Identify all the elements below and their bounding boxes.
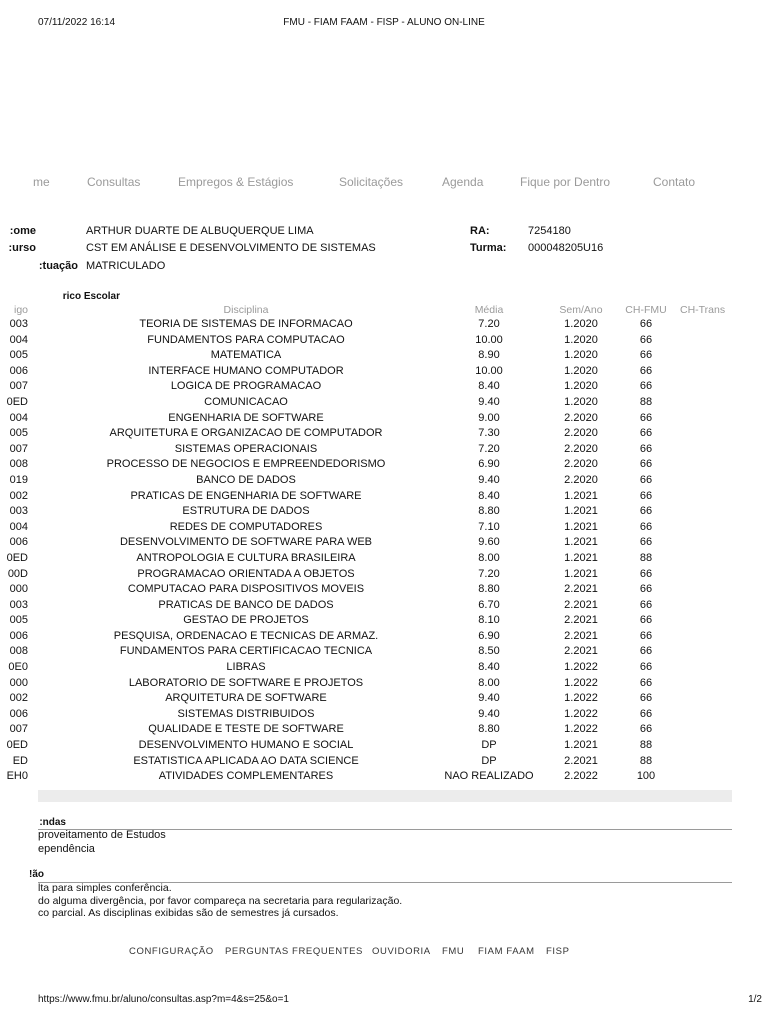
attention-line-1: lta para simples conferência.	[38, 882, 172, 894]
cell-semester: 1.2022	[564, 723, 598, 736]
table-row	[0, 489, 734, 505]
legend-item-aproveitamento: proveitamento de Estudos	[38, 829, 166, 841]
cell-semester: 2.2021	[564, 583, 598, 596]
cell-discipline: PRATICAS DE ENGENHARIA DE SOFTWARE	[130, 489, 362, 502]
cell-code: 003	[9, 598, 28, 611]
cell-code: 000	[9, 676, 28, 689]
cell-code: 002	[9, 489, 28, 502]
cell-code: 0ED	[6, 551, 28, 564]
cell-code: 000	[9, 583, 28, 596]
cell-ch-fmu: 66	[639, 318, 653, 330]
nav-item-contato[interactable]: Contato	[653, 175, 696, 189]
footer-link-configuracao[interactable]: CONFIGURAÇÃO	[129, 946, 214, 957]
print-page-title: FMU - FIAM FAAM - FISP - ALUNO ON-LINE	[283, 17, 485, 28]
cell-ch-fmu: 66	[639, 629, 653, 642]
table-row	[0, 348, 734, 364]
cell-code: 005	[9, 349, 28, 362]
cell-ch-fmu: 66	[639, 614, 653, 627]
cell-semester: 2.2020	[564, 411, 598, 424]
cell-code: 003	[9, 505, 28, 518]
footer-link-fiam-faam[interactable]: FIAM FAAM	[478, 946, 535, 957]
cell-semester: 1.2020	[564, 333, 598, 346]
cell-ch-fmu: 88	[639, 551, 653, 564]
cell-ch-fmu: 66	[639, 583, 653, 596]
cell-discipline: DESENVOLVIMENTO HUMANO E SOCIAL	[138, 739, 354, 752]
attention-line-3: co parcial. As disciplinas exibidas são de semestres já cursados.	[38, 907, 339, 919]
cell-media: 8.00	[478, 551, 500, 564]
nav-item-agenda[interactable]: Agenda	[442, 175, 484, 189]
cell-media: 8.40	[478, 489, 500, 502]
student-info-course-row	[0, 242, 768, 256]
cell-media: 8.90	[478, 349, 500, 362]
col-header-media: Média	[474, 304, 504, 316]
cell-code: 005	[9, 427, 28, 440]
cell-media: DP	[481, 739, 497, 752]
table-row	[0, 551, 734, 567]
cell-code: 007	[9, 380, 28, 393]
cell-discipline: PRATICAS DE BANCO DE DADOS	[158, 598, 334, 611]
table-row	[0, 582, 734, 598]
cell-semester: 1.2020	[564, 318, 598, 330]
cell-discipline: ARQUITETURA DE SOFTWARE	[165, 692, 327, 705]
cell-code: 006	[9, 364, 28, 377]
cell-media: 9.00	[478, 411, 500, 424]
cell-semester: 2.2022	[564, 770, 598, 783]
cell-ch-fmu: 66	[639, 458, 653, 471]
cell-media: 8.50	[478, 645, 500, 658]
cell-semester: 2.2020	[564, 442, 598, 455]
cell-semester: 1.2020	[564, 364, 598, 377]
cell-semester: 2.2021	[564, 598, 598, 611]
cell-semester: 2.2021	[564, 614, 598, 627]
print-header	[0, 17, 768, 31]
cell-media: 9.60	[478, 536, 500, 549]
cell-media: 6.90	[478, 458, 500, 471]
cell-code: 006	[9, 707, 28, 720]
cell-code: 0E0	[8, 661, 28, 674]
cell-code: 004	[9, 333, 28, 346]
cell-discipline: PROGRAMACAO ORIENTADA A OBJETOS	[137, 567, 355, 580]
cell-ch-fmu: 66	[639, 598, 653, 611]
cell-discipline: LABORATORIO DE SOFTWARE E PROJETOS	[128, 676, 364, 689]
print-page-number: 1/2	[748, 994, 762, 1005]
cell-ch-fmu: 66	[639, 473, 653, 486]
cell-ch-fmu: 88	[639, 395, 653, 408]
col-header-semester: Sem/Ano	[559, 304, 603, 316]
cell-discipline: QUALIDADE E TESTE DE SOFTWARE	[148, 723, 344, 736]
footer-link-fisp[interactable]: FISP	[546, 946, 570, 957]
cell-semester: 1.2022	[564, 692, 598, 705]
cell-discipline: SISTEMAS DISTRIBUIDOS	[177, 707, 315, 720]
cell-media: 8.40	[478, 380, 500, 393]
table-row	[0, 738, 734, 754]
col-header-code: igo	[13, 304, 28, 316]
table-row	[0, 613, 734, 629]
footer-links	[0, 946, 768, 960]
cell-code: 019	[9, 473, 28, 486]
table-row	[0, 473, 734, 489]
cell-media: 10.00	[475, 364, 503, 377]
cell-ch-fmu: 66	[639, 676, 653, 689]
cell-semester: 2.2021	[564, 629, 598, 642]
student-name-label: ome:	[9, 225, 36, 237]
cell-code: 003	[9, 318, 28, 330]
cell-media: 9.40	[478, 707, 500, 720]
cell-discipline: FUNDAMENTOS PARA COMPUTACAO	[147, 333, 345, 346]
table-row	[0, 691, 734, 707]
table-row	[0, 426, 734, 442]
cell-ch-fmu: 66	[639, 411, 653, 424]
table-row	[0, 333, 734, 349]
cell-semester: 2.2020	[564, 427, 598, 440]
cell-media: 9.40	[478, 473, 500, 486]
table-row	[0, 520, 734, 536]
cell-semester: 2.2021	[564, 754, 598, 767]
cell-code: 004	[9, 411, 28, 424]
cell-ch-fmu: 88	[639, 739, 653, 752]
cell-semester: 1.2021	[564, 567, 598, 580]
cell-media: 7.20	[478, 567, 500, 580]
legend-title: ndas:	[39, 817, 66, 828]
cell-ch-fmu: 66	[639, 349, 653, 362]
cell-discipline: ENGENHARIA DE SOFTWARE	[168, 411, 324, 424]
legend-item-dependencia: ependência	[38, 843, 95, 855]
cell-media: 8.10	[478, 614, 500, 627]
table-row	[0, 660, 734, 676]
cell-semester: 2.2021	[564, 645, 598, 658]
table-row	[0, 629, 734, 645]
cell-discipline: PROCESSO DE NEGOCIOS E EMPREENDEDORISMO	[106, 458, 386, 471]
cell-media: 6.90	[478, 629, 500, 642]
nav-item-consultas[interactable]: Consultas	[87, 175, 141, 189]
cell-ch-fmu: 66	[639, 333, 653, 346]
cell-ch-fmu: 66	[639, 567, 653, 580]
cell-ch-fmu: 88	[639, 754, 653, 767]
cell-ch-fmu: 66	[639, 661, 653, 674]
cell-media: 7.10	[478, 520, 500, 533]
cell-media: 8.40	[478, 661, 500, 674]
turma-value: 000048205U16	[528, 242, 604, 254]
cell-discipline: GESTAO DE PROJETOS	[183, 614, 309, 627]
cell-media: 9.40	[478, 692, 500, 705]
transcript-table	[0, 303, 734, 785]
cell-discipline: FUNDAMENTOS PARA CERTIFICACAO TECNICA	[119, 645, 373, 658]
print-url: https://www.fmu.br/aluno/consultas.asp?m=4&s=25&o=1	[38, 994, 289, 1005]
table-row	[0, 754, 734, 770]
cell-code: 0ED	[6, 739, 28, 752]
table-row	[0, 722, 734, 738]
cell-media: 9.40	[478, 395, 500, 408]
course-value: CST EM ANÁLISE E DESENVOLVIMENTO DE SISTEMAS	[86, 242, 376, 254]
cell-code: 002	[9, 692, 28, 705]
cell-semester: 1.2021	[564, 536, 598, 549]
cell-ch-fmu: 100	[636, 770, 656, 783]
table-row	[0, 317, 734, 333]
cell-semester: 1.2021	[564, 489, 598, 502]
cell-ch-fmu: 66	[639, 505, 653, 518]
cell-media: DP	[481, 754, 497, 767]
col-header-ch-trans: CH-Trans	[680, 304, 726, 316]
cell-semester: 1.2022	[564, 661, 598, 674]
student-info-name-row	[0, 225, 768, 239]
cell-media: 6.70	[478, 598, 500, 611]
print-footer	[0, 994, 768, 1008]
cell-ch-fmu: 66	[639, 489, 653, 502]
cell-code: ED	[12, 754, 28, 767]
cell-ch-fmu: 66	[639, 364, 653, 377]
attention-line-2: do alguma divergência, por favor compareça na secretaria para regularização.	[38, 895, 403, 907]
cell-ch-fmu: 66	[639, 380, 653, 393]
cell-media: 8.80	[478, 583, 500, 596]
cell-discipline: ARQUITETURA E ORGANIZACAO DE COMPUTADOR	[109, 427, 383, 440]
cell-ch-fmu: 66	[639, 645, 653, 658]
cell-code: 004	[9, 520, 28, 533]
cell-code: 006	[9, 629, 28, 642]
cell-media: 7.20	[478, 318, 500, 330]
cell-semester: 1.2020	[564, 380, 598, 393]
table-row	[0, 379, 734, 395]
attention-title: ão!	[28, 869, 44, 880]
cell-code: 008	[9, 645, 28, 658]
cell-semester: 1.2020	[564, 349, 598, 362]
cell-discipline: ESTATISTICA APLICADA AO DATA SCIENCE	[133, 754, 359, 767]
table-row	[0, 364, 734, 380]
cell-discipline: TEORIA DE SISTEMAS DE INFORMACAO	[139, 318, 353, 330]
table-row	[0, 395, 734, 411]
course-label: urso:	[8, 242, 36, 254]
cell-discipline: ANTROPOLOGIA E CULTURA BRASILEIRA	[136, 551, 356, 564]
cell-semester: 1.2022	[564, 707, 598, 720]
print-timestamp: 07/11/2022 16:14	[38, 17, 116, 28]
cell-code: 007	[9, 442, 28, 455]
cell-discipline: REDES DE COMPUTADORES	[169, 520, 323, 533]
cell-ch-fmu: 66	[639, 520, 653, 533]
table-row	[0, 644, 734, 660]
cell-discipline: BANCO DE DADOS	[196, 473, 296, 486]
cell-semester: 2.2020	[564, 458, 598, 471]
col-header-ch-fmu: CH-FMU	[625, 304, 667, 316]
nav-item-empregos[interactable]: Empregos & Estágios	[178, 175, 294, 189]
cell-code: 005	[9, 614, 28, 627]
nav-item-solicitacoes[interactable]: Solicitações	[339, 175, 404, 189]
nav-item-fique-por-dentro[interactable]: Fique por Dentro	[520, 175, 611, 189]
student-info-status-row	[0, 260, 768, 274]
student-name: ARTHUR DUARTE DE ALBUQUERQUE LIMA	[86, 225, 314, 237]
table-row	[0, 442, 734, 458]
table-row	[0, 457, 734, 473]
cell-ch-fmu: 66	[639, 692, 653, 705]
ra-value: 7254180	[528, 225, 571, 237]
cell-discipline: MATEMATICA	[210, 349, 282, 362]
cell-semester: 1.2022	[564, 676, 598, 689]
turma-label: Turma:	[470, 242, 507, 254]
cell-semester: 2.2020	[564, 473, 598, 486]
cell-discipline: COMPUTACAO PARA DISPOSITIVOS MOVEIS	[127, 583, 365, 596]
cell-code: 007	[9, 723, 28, 736]
nav-item-home[interactable]: me	[33, 175, 50, 189]
table-row	[0, 676, 734, 692]
cell-discipline: ESTRUTURA DE DADOS	[182, 505, 310, 518]
table-footer-bar	[38, 790, 732, 802]
cell-discipline: PESQUISA, ORDENACAO E TECNICAS DE ARMAZ.	[113, 629, 379, 642]
footer-link-ouvidoria[interactable]: OUVIDORIA	[372, 946, 431, 957]
cell-semester: 1.2021	[564, 551, 598, 564]
cell-discipline: INTERFACE HUMANO COMPUTADOR	[148, 364, 344, 377]
cell-discipline: LIBRAS	[226, 661, 266, 674]
cell-code: EH0	[6, 770, 28, 783]
status-label: tuação:	[38, 260, 78, 272]
cell-discipline: DESENVOLVIMENTO DE SOFTWARE PARA WEB	[119, 536, 373, 549]
transcript-title: rico Escolar	[62, 291, 120, 302]
cell-discipline: COMUNICACAO	[204, 395, 288, 408]
cell-ch-fmu: 66	[639, 707, 653, 720]
table-header-row	[0, 303, 734, 317]
cell-semester: 1.2021	[564, 520, 598, 533]
cell-media: 10.00	[475, 333, 503, 346]
cell-code: 00D	[7, 567, 28, 580]
cell-discipline: LOGICA DE PROGRAMACAO	[170, 380, 322, 393]
cell-code: 0ED	[6, 395, 28, 408]
cell-media: 7.20	[478, 442, 500, 455]
cell-ch-fmu: 66	[639, 442, 653, 455]
cell-semester: 1.2021	[564, 739, 598, 752]
ra-label: RA:	[470, 225, 490, 237]
cell-discipline: SISTEMAS OPERACIONAIS	[174, 442, 318, 455]
col-header-discipline: Disciplina	[223, 304, 269, 316]
table-row	[0, 707, 734, 723]
cell-ch-fmu: 66	[639, 723, 653, 736]
table-row	[0, 535, 734, 551]
cell-ch-fmu: 66	[639, 536, 653, 549]
status-value: MATRICULADO	[86, 260, 166, 272]
cell-media: 8.80	[478, 723, 500, 736]
cell-media: NAO REALIZADO	[444, 770, 534, 783]
footer-link-perguntas-frequentes[interactable]: PERGUNTAS FREQUENTES	[225, 946, 363, 957]
cell-media: 8.80	[478, 505, 500, 518]
table-row	[0, 598, 734, 614]
cell-code: 008	[9, 458, 28, 471]
cell-discipline: ATIVIDADES COMPLEMENTARES	[158, 770, 334, 783]
table-row	[0, 411, 734, 427]
cell-code: 006	[9, 536, 28, 549]
footer-link-fmu[interactable]: FMU	[442, 946, 465, 957]
cell-media: 7.30	[478, 427, 500, 440]
cell-semester: 1.2021	[564, 505, 598, 518]
cell-ch-fmu: 66	[639, 427, 653, 440]
table-row	[0, 567, 734, 583]
cell-semester: 1.2020	[564, 395, 598, 408]
table-row	[0, 769, 734, 785]
main-nav	[0, 175, 768, 193]
table-row	[0, 504, 734, 520]
cell-media: 8.00	[478, 676, 500, 689]
